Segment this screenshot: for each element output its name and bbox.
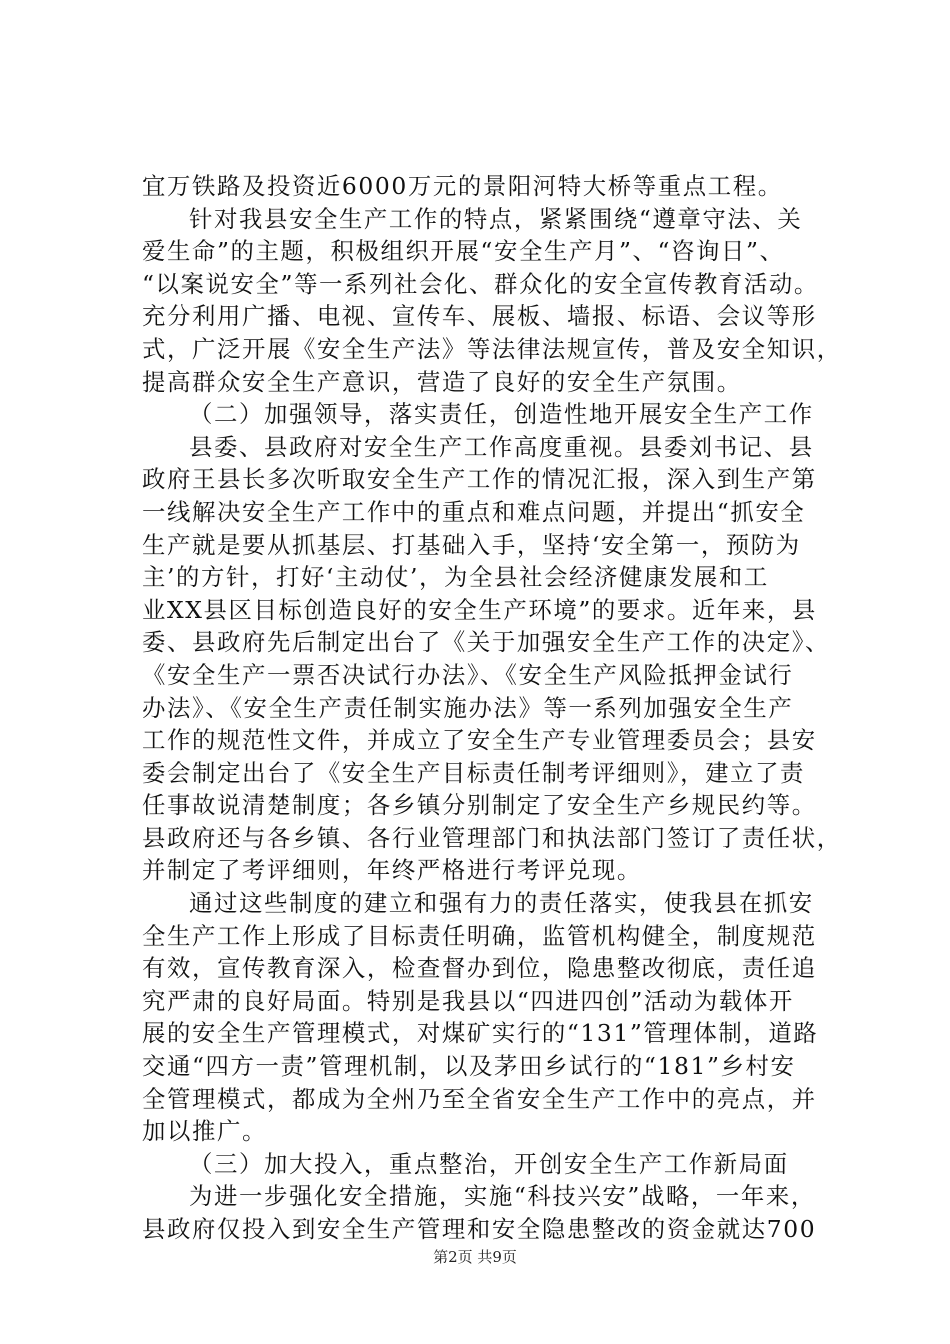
text-line: 交通“四方一责”管理机制，以及茅田乡试行的“181”乡村安	[142, 1052, 796, 1081]
text-line: 业XX县区目标创造良好的安全生产环境”的要求。近年来，县	[142, 595, 817, 624]
text-line: 加以推广。	[142, 1117, 267, 1146]
text-line: 针对我县安全生产工作的特点，紧紧围绕“遵章守法、关	[189, 204, 803, 233]
text-line: 式，广泛开展《安全生产法》等法律法规宣传，普及安全知识，	[142, 334, 842, 363]
text-line: 主’的方针，打好‘主动仗’，为全县社会经济健康发展和工	[142, 563, 769, 592]
text-line: 充分利用广播、电视、宣传车、展板、墙报、标语、会议等形	[142, 302, 817, 331]
page-number-footer: 第2页 共9页	[433, 1248, 517, 1266]
text-line: 生产就是要从抓基层、打基础入手，坚持‘安全第一，预防为	[142, 530, 801, 559]
text-line: 《安全生产一票否决试行办法》、《安全生产风险抵押金试行	[142, 660, 794, 689]
text-line: 爱生命”的主题，积极组织开展“安全生产月”、“咨询日”、	[142, 237, 785, 266]
text-line: 并制定了考评细则，年终严格进行考评兑现。	[142, 856, 642, 885]
text-line: 全生产工作上形成了目标责任明确，监管机构健全，制度规范	[142, 921, 817, 950]
text-line: 委、县政府先后制定出台了《关于加强安全生产工作的决定》、	[142, 628, 831, 657]
text-line: 县政府仅投入到安全生产管理和安全隐患整改的资金就达700	[142, 1215, 817, 1243]
text-line: 究严肃的良好局面。特别是我县以“四进四创”活动为载体开	[142, 986, 794, 1015]
text-line: 全管理模式，都成为全州乃至全省安全生产工作中的亮点，并	[142, 1084, 817, 1113]
text-line: （三）加大投入，重点整治，开创安全生产工作新局面	[189, 1149, 789, 1178]
document-body	[142, 170, 842, 1246]
text-line: 宜万铁路及投资近6000万元的景阳河特大桥等重点工程。	[142, 172, 783, 200]
text-line: 为进一步强化安全措施，实施“科技兴安”战略，一年来，	[189, 1182, 816, 1211]
text-line: 委会制定出台了《安全生产目标责任制考评细则》，建立了责	[142, 758, 806, 787]
text-line: 一线解决安全生产工作中的重点和难点问题，并提出“抓安全	[142, 497, 806, 526]
text-line: 有效，宣传教育深入，检查督办到位，隐患整改彻底，责任追	[142, 954, 817, 983]
text-line: 政府王县长多次听取安全生产工作的情况汇报，深入到生产第	[142, 465, 817, 494]
text-line: 工作的规范性文件，并成立了安全生产专业管理委员会；县安	[142, 726, 817, 755]
text-line: 县委、县政府对安全生产工作高度重视。县委刘书记、县	[189, 432, 814, 461]
text-line: 任事故说清楚制度；各乡镇分别制定了安全生产乡规民约等。	[142, 791, 817, 820]
text-line: “以案说安全”等一系列社会化、群众化的安全宣传教育活动。	[142, 269, 819, 298]
text-line: 县政府还与各乡镇、各行业管理部门和执法部门签订了责任状，	[142, 823, 842, 852]
text-line: 办法》、《安全生产责任制实施办法》等一系列加强安全生产	[142, 693, 794, 722]
text-line: 展的安全生产管理模式，对煤矿实行的“131”管理体制，道路	[142, 1019, 819, 1048]
text-line: 提高群众安全生产意识，营造了良好的安全生产氛围。	[142, 367, 742, 396]
text-line: （二）加强领导，落实责任，创造性地开展安全生产工作	[189, 400, 814, 429]
text-line: 通过这些制度的建立和强有力的责任落实，使我县在抓安	[189, 889, 814, 918]
